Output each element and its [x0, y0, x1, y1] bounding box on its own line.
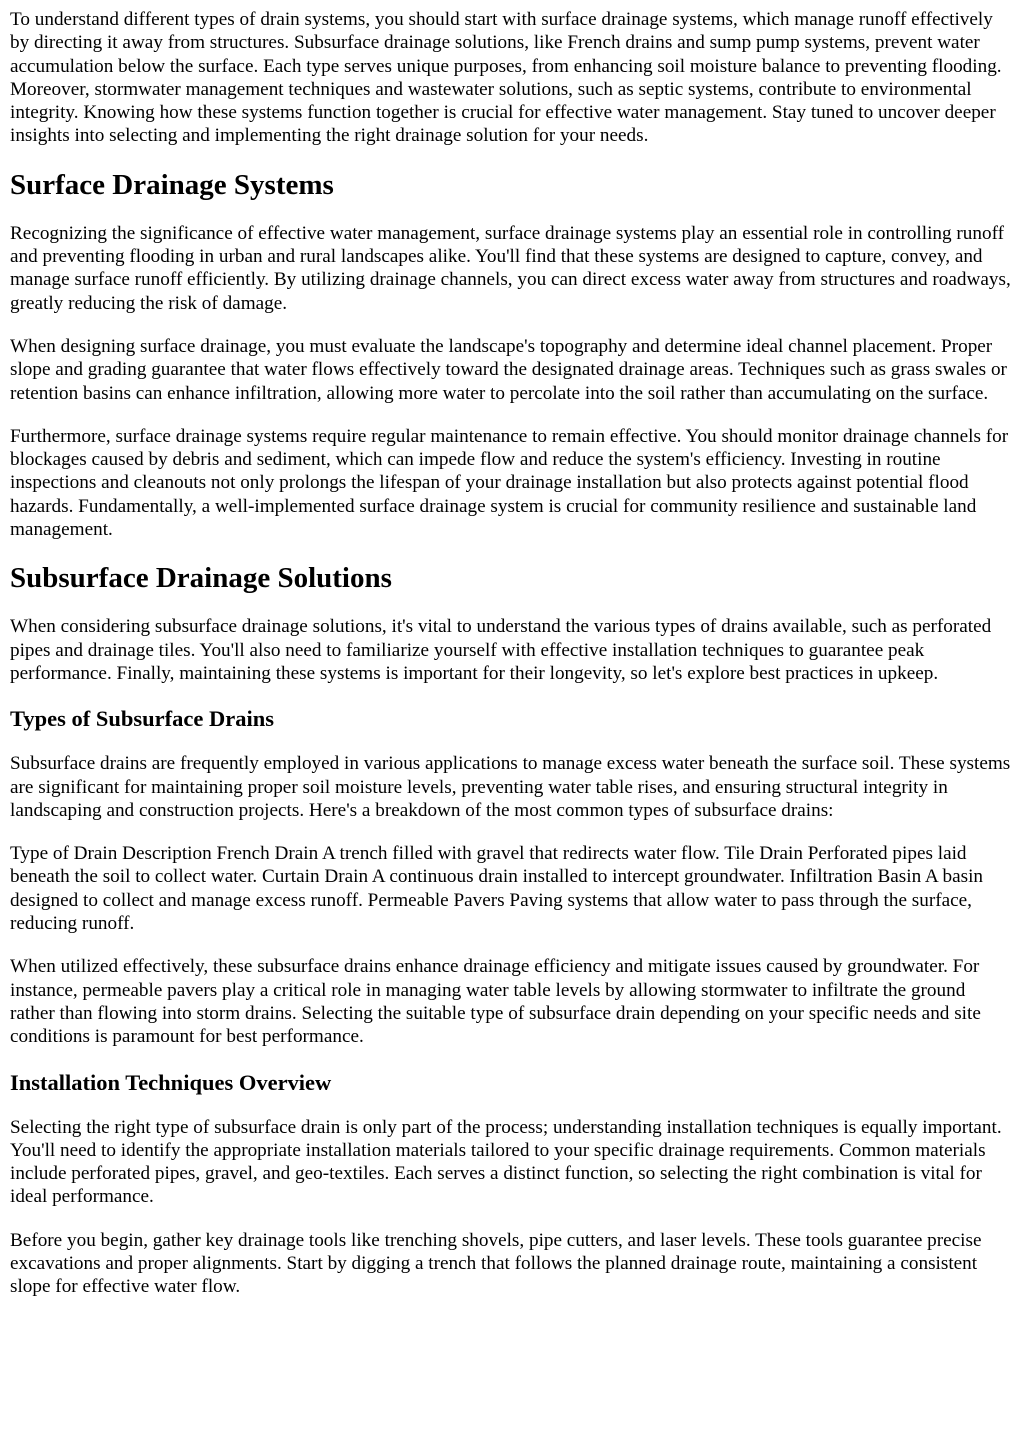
surface-drainage-heading: Surface Drainage Systems — [10, 168, 334, 201]
types-paragraph-1: Subsurface drains are frequently employed in various applications to manage excess water beneath the surface soil. These systems are significant for maintaining proper soil moisture levels, preventing water table rises, and ensuring structural integrity in landscaping and construction projects. Here's a breakdown of the most common types of subsurface drains: — [10, 753, 1011, 821]
surface-paragraph-1: Recognizing the significance of effective water management, surface drainage systems play an essential role in controlling runoff and preventing flooding in urban and rural landscapes alike. You'll find that these systems are designed to capture, convey, and manage surface runoff efficiently. By utilizing drainage channels, you can direct excess water away from structures and roadways, greatly reducing the risk of damage. — [10, 222, 1011, 314]
types-paragraph-3: When utilized effectively, these subsurface drains enhance drainage efficiency and mitigate issues caused by groundwater. For instance, permeable pavers play a critical role in managing water table levels by allowing stormwater to infiltrate the ground rather than flowing into storm drains. Selecting the suitable type of subsurface drain depending on your specific needs and site conditions is paramount for best performance. — [10, 956, 981, 1048]
installation-paragraph-1: Selecting the right type of subsurface drain is only part of the process; understanding installation techniques is equally important. You'll need to identify the appropriate installation materials tailored to your specific drainage requirements. Common materials include perforated pipes, gravel, and geo-textiles. Each serves a distinct function, so selecting the right combination is vital for ideal performance. — [10, 1116, 1002, 1208]
subsurface-drainage-heading: Subsurface Drainage Solutions — [10, 562, 392, 595]
surface-paragraph-3: Furthermore, surface drainage systems require regular maintenance to remain effective. You should monitor drainage channels for blockages caused by debris and sediment, which can impede flow and reduce the system's efficiency. Investing in routine inspections and cleanouts not only prolongs the lifespan of your drainage installation but also protects against potential flood hazards. Fundamentally, a well-implemented surface drainage system is crucial for community resilience and sustainable land management. — [10, 425, 1009, 541]
types-heading: Types of Subsurface Drains — [10, 706, 274, 732]
types-paragraph-2: Type of Drain Description French Drain A trench filled with gravel that redirects water flow. Tile Drain Perforated pipes laid beneath the soil to collect water. Curtain Drain A continuous drain installed to intercept groundwater. Infiltration Basin A basin designed to collect and manage excess runoff. Permeable Pavers Paving systems that allow water to pass through the surface, reducing runoff. — [10, 843, 984, 935]
surface-paragraph-2: When designing surface drainage, you must evaluate the landscape's topography and determine ideal channel placement. Proper slope and grading guarantee that water flows effectively toward the designated drainage areas. Techniques such as grass swales or retention basins can enhance infiltration, allowing more water to percolate into the soil rather than accumulating on the surface. — [10, 335, 1007, 404]
subsurface-intro-paragraph: When considering subsurface drainage solutions, it's vital to understand the various types of drains available, such as perforated pipes and drainage tiles. You'll also need to familiarize yourself with effective installation techniques to guarantee peak performance. Finally, maintaining these systems is important for their longevity, so let's explore best practices in upkeep. — [10, 616, 992, 684]
intro-paragraph: To understand different types of drain systems, you should start with surface drainage systems, which manage runoff effectively by directing it away from structures. Subsurface drainage solutions, like French drains and sump pump systems, prevent water accumulation below the surface. Each type serves unique purposes, from enhancing soil moisture balance to preventing flooding. Moreover, stormwater management techniques and wastewater solutions, such as septic systems, contribute to environmental integrity. Knowing how these systems function together is crucial for effective water management. Stay tuned to uncover deeper insights into selecting and implementing the right drainage solution for your needs. — [10, 9, 1002, 147]
installation-heading: Installation Techniques Overview — [10, 1069, 332, 1095]
installation-paragraph-2: Before you begin, gather key drainage tools like trenching shovels, pipe cutters, and laser levels. These tools guarantee precise excavations and proper alignments. Start by digging a trench that follows the planned drainage route, maintaining a consistent slope for effective water flow. — [10, 1229, 982, 1298]
